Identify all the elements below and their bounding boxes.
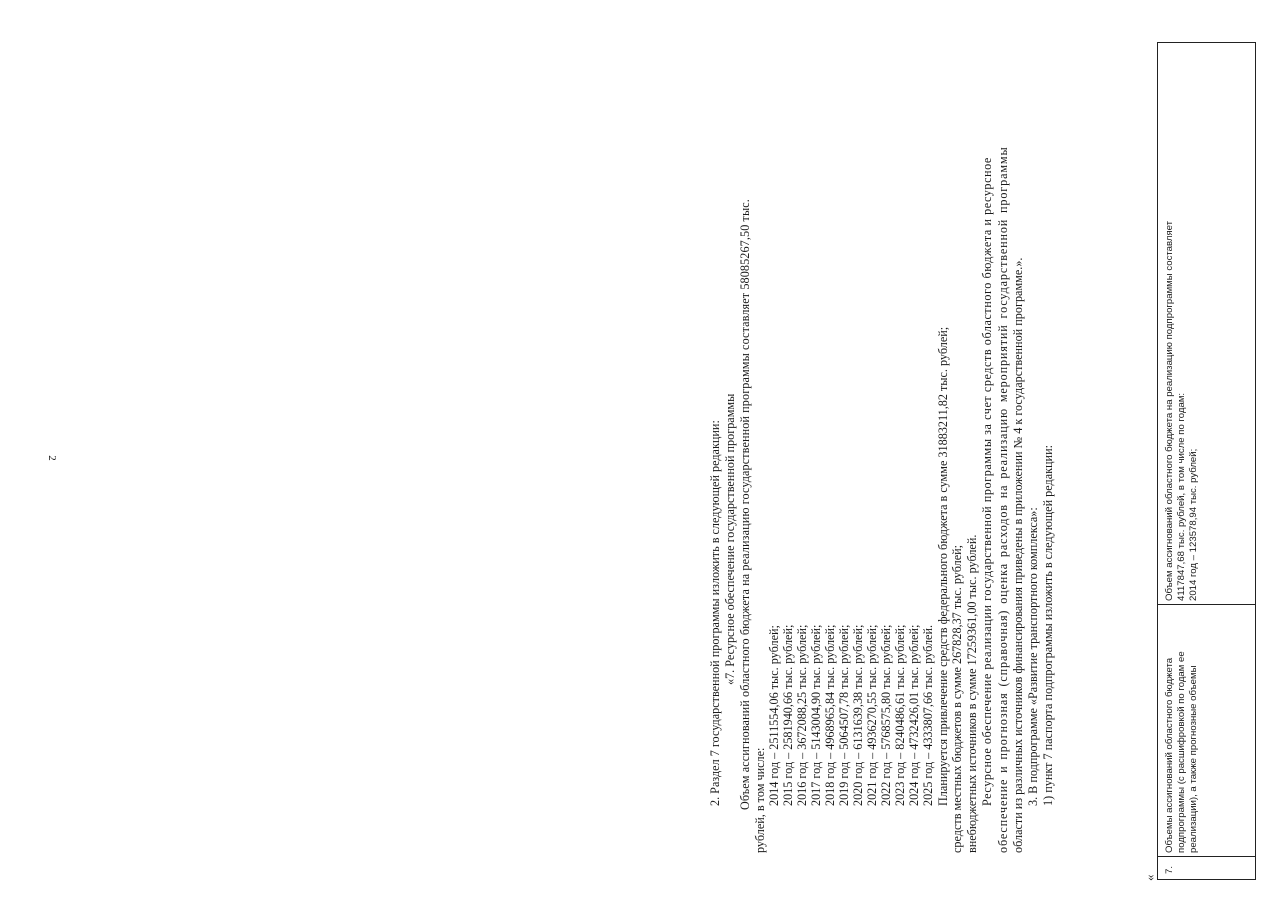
volume-line: Объем ассигнований областного бюджета на реализацию государственной программы составляет 58085267,50 тыс. xyxy=(738,199,752,810)
year-item: 2024 год – 4732426,01 тыс. рублей; xyxy=(907,624,921,806)
year-item: 2021 год – 4936270,55 тыс. рублей; xyxy=(865,624,879,806)
year-item: 2020 год – 6131639,38 тыс. рублей; xyxy=(851,624,865,806)
year-item: 2017 год – 5143004,90 тыс. рублей; xyxy=(809,624,823,806)
value-line: 4117847,68 тыс. рублей, в том числе по годам: xyxy=(1176,392,1187,601)
resource-paragraph-line: области из различных источников финансирования приведены в приложении № 4 к государственной программе.». xyxy=(1011,257,1025,853)
year-item: 2025 год – 4333807,66 тыс. рублей. xyxy=(921,624,935,806)
label-line: подпрограммы (с расшифровкой по годам ее xyxy=(1176,651,1187,853)
funding-local: средств местных бюджетов в сумме 267828,37 тыс. рублей; xyxy=(950,544,964,853)
table-cell-number xyxy=(1158,856,1255,879)
year-item: 2014 год – 2511554,06 тыс. рублей; xyxy=(767,625,781,806)
label-line: Объемы ассигнований областного бюджета xyxy=(1164,657,1175,853)
year-item: 2022 год – 5768575,80 тыс. рублей; xyxy=(879,624,893,806)
page-number: 2 xyxy=(46,455,58,461)
year-item: 2018 год – 4968965,84 тыс. рублей; xyxy=(823,624,837,806)
section-heading: «7. Ресурсное обеспечение государственной программы xyxy=(723,393,737,685)
quote-mark: « xyxy=(1142,874,1157,881)
passport-table xyxy=(1157,42,1256,880)
table-cell-label xyxy=(1158,604,1255,857)
label-line: реализации), а также прогнозные объемы xyxy=(1188,665,1199,853)
rotated-page-content xyxy=(640,0,1280,905)
subprogram-heading: 3. В подпрограмме «Развитие транспортного комплекса»: xyxy=(1026,507,1040,806)
resource-paragraph-line: Ресурсное обеспечение реализации государственной программы за счет средств областного бюджета и ресурсное xyxy=(980,157,994,806)
volume-cont: рублей, в том числе: xyxy=(753,747,767,853)
year-item: 2019 год – 5064507,78 тыс. рублей; xyxy=(837,624,851,806)
year-item: 2023 год – 8240486,61 тыс. рублей; xyxy=(893,624,907,806)
value-line: 2014 год – 123578,94 тыс. рублей; xyxy=(1188,448,1199,601)
funding-extrabudget: внебюджетных источников в сумме 17259361,00 тыс. рублей. xyxy=(965,534,979,853)
subprogram-item: 1) пункт 7 паспорта подпрограммы изложить в следующей редакции: xyxy=(1041,445,1055,806)
resource-paragraph-line: обеспечение и прогнозная (справочная) оценка расходов на реализацию мероприятий государственной программы xyxy=(996,146,1010,853)
funding-federal: Планируется привлечение средств федерального бюджета в сумме 31883211,82 тыс. рублей; xyxy=(936,326,950,806)
table-cell-value xyxy=(1158,43,1255,605)
section-intro: 2. Раздел 7 государственной программы изложить в следующей редакции: xyxy=(708,420,722,806)
year-item: 2016 год – 3672088,25 тыс. рублей; xyxy=(795,624,809,806)
value-line: Объем ассигнований областного бюджета на реализацию подпрограммы составляет xyxy=(1164,220,1175,601)
year-item: 2015 год – 2581940,66 тыс. рублей; xyxy=(781,624,795,806)
row-number: 7. xyxy=(1164,865,1175,874)
